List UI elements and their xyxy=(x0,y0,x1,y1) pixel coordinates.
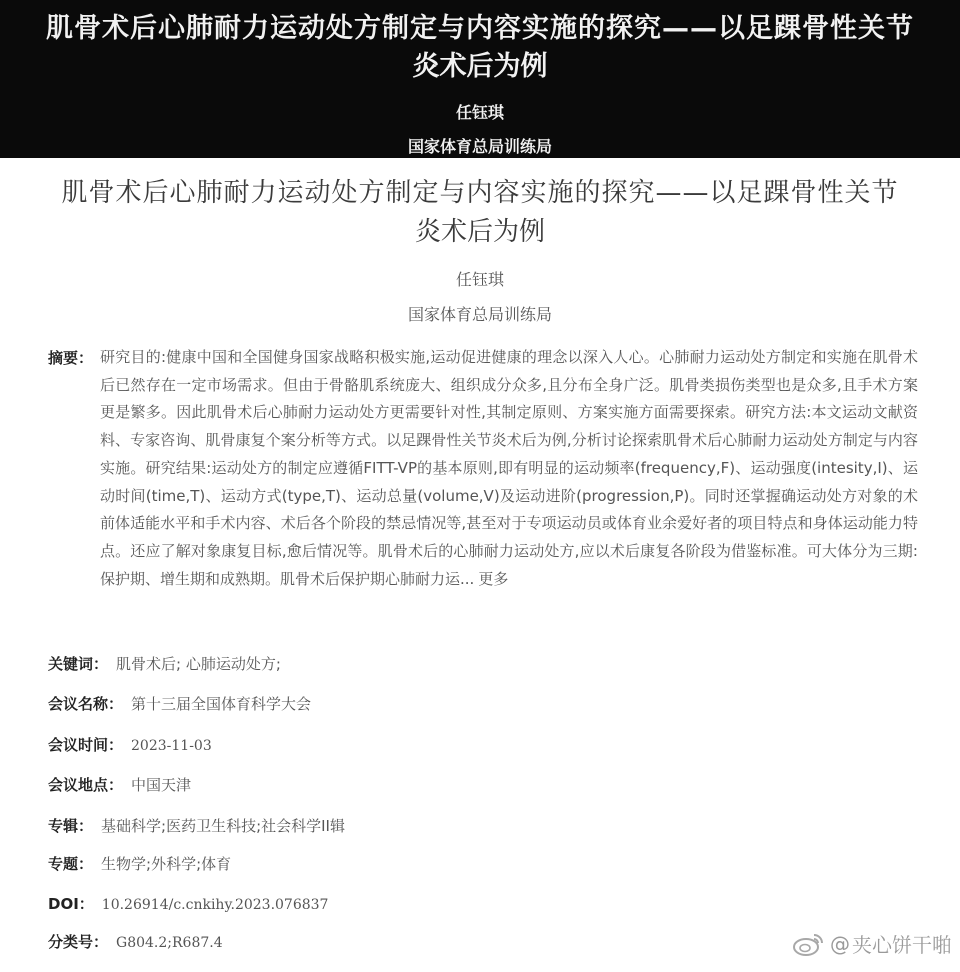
banner-affiliation: 国家体育总局训练局 xyxy=(407,137,552,156)
conference-time-row xyxy=(48,734,212,755)
paper-author[interactable]: 任钰琪 xyxy=(455,270,504,289)
series-row xyxy=(48,815,345,836)
doi-value[interactable]: 10.26914/c.cnkihy.2023.076837 xyxy=(101,897,329,913)
keywords-label: 关键词： xyxy=(48,655,109,673)
watermark-at: @ xyxy=(830,931,850,956)
banner-title-line2: 炎术后为例 xyxy=(412,51,548,82)
subject-value: 生物学;外科学;体育 xyxy=(101,855,232,873)
banner-author: 任钰琪 xyxy=(455,103,504,122)
abstract-label: 摘要： xyxy=(48,349,94,367)
paper-title-line1: 肌骨术后心肺耐力运动处方制定与内容实施的探究——以足踝骨性关节 xyxy=(61,178,899,208)
conference-place-label: 会议地点： xyxy=(48,776,124,794)
banner-title-line1: 肌骨术后心肺耐力运动处方制定与内容实施的探究——以足踝骨性关节 xyxy=(46,13,914,44)
keywords-row xyxy=(48,653,281,674)
conference-place-row xyxy=(48,774,191,795)
doi-row xyxy=(48,893,328,914)
classification-label: 分类号： xyxy=(48,933,109,951)
watermark-handle: 夹心饼干啪 xyxy=(852,933,952,957)
series-label: 专辑： xyxy=(48,817,94,835)
doi-label: DOI： xyxy=(48,895,94,913)
classification-row xyxy=(48,931,223,952)
keywords-value[interactable]: 肌骨术后; 心肺运动处方; xyxy=(116,655,281,673)
conference-name-value[interactable]: 第十三届全国体育科学大会 xyxy=(131,695,312,713)
subject-row xyxy=(48,853,231,874)
subject-label: 专题： xyxy=(48,855,94,873)
dark-header-banner xyxy=(0,0,960,158)
conference-name-label: 会议名称： xyxy=(48,695,124,713)
paper-title-line2: 炎术后为例 xyxy=(414,217,545,247)
series-value: 基础科学;医药卫生科技;社会科学II辑 xyxy=(101,817,345,835)
conference-place-value: 中国天津 xyxy=(131,776,192,794)
weibo-watermark xyxy=(792,929,952,958)
conference-time-value: 2023-11-03 xyxy=(131,738,212,754)
abstract-body xyxy=(100,344,918,593)
more-link[interactable]: 更多 xyxy=(478,569,509,588)
conference-name-row xyxy=(48,693,311,714)
conference-time-label: 会议时间： xyxy=(48,736,124,754)
abstract-text: 研究目的:健康中国和全国健身国家战略积极实施,运动促进健康的理念以深入人心。心肺耐力运动处方制定和实施在肌骨术后已然存在一定市场需求。但由于骨骼肌系统庞大、组织成分众多,且分布全身广泛。肌骨类损伤类型也是众多,且手术方案更是繁多。因此肌骨术后心肺耐力运动处方更需要针对性,其制定原则、方案实施方面需要探索。研究方法:本文运动文献资料、专家咨询、肌骨康复个案分析等方式。以足踝骨性关节炎术后为例,分析讨论探索肌骨术后心肺耐力运动处方制定与内容实施。研究结果:运动处方的制定应遵循FITT-VP的基本原则,即有明显的运动频率(frequency,F)、运动强度(intesity,I)、运动时间(time,T)、运动方式(type,T)、运动总量(volume,V)及运动进阶(progression,P)。同时还掌握确运动处方对象的术前体适能水平和手术内容、术后各个阶段的禁忌情况等,甚至对于专项运动员或体育业余爱好者的项目特点和身体运动能力特点。还应了解对象康复目标,愈后情况等。肌骨术后的心肺耐力运动处方,应以术后康复各阶段为借鉴标准。可大体分为三期:保护期、增生期和成熟期。肌骨术后保护期心肺耐力运... xyxy=(100,348,918,588)
weibo-logo-icon xyxy=(792,931,826,957)
paper-affiliation[interactable]: 国家体育总局训练局 xyxy=(407,305,552,324)
paper-record xyxy=(0,158,960,972)
classification-value: G804.2;R687.4 xyxy=(116,935,223,951)
